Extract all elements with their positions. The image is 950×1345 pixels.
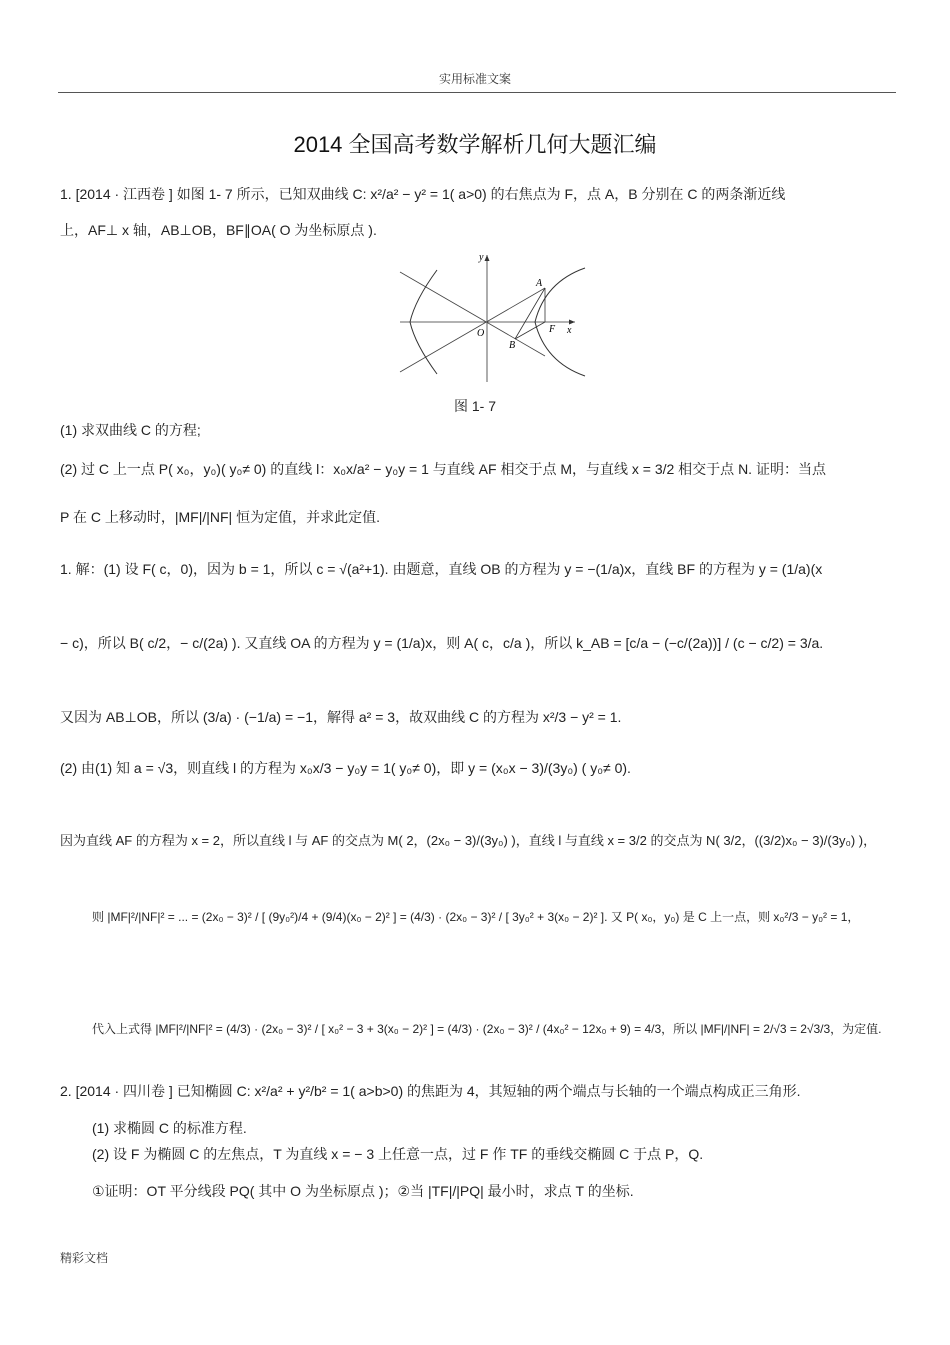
text-line-q2-2: (2) 设 F 为椭圆 C 的左焦点，T 为直线 x = − 3 上任意一点，过 F 作 TF 的垂线交椭圆 C 于点 P，Q. [92,1146,704,1162]
text-line-q2-1: (1) 求椭圆 C 的标准方程. [92,1120,247,1136]
document-title: 2014 全国高考数学解析几何大题汇编 [293,132,657,157]
asymptote-2 [400,288,545,372]
text-line-p1-line2: 上，AF⊥ x 轴，AB⊥OB，BF∥OA( O 为坐标原点 ). [60,222,377,238]
text-line-s1-7: 代入上式得 |MF|²/|NF|² = (4/3) · (2x₀ − 3)² / [ x₀² − 3 + 3(x₀ − 2)² ] = (4/3) · (2x₀ − 3)² / (4x₀² − 12x₀ + 9) = 4/3，所以 |MF|/|NF| = 2/√3 = 2√3/3，为定值. [92,1022,882,1036]
text-line-s1-3: 又因为 AB⊥OB，所以 (3/a) · (−1/a) = −1，解得 a² = 3，故双曲线 C 的方程为 x²/3 − y² = 1. [60,709,622,725]
text-line-p2-line1: 2. [2014 · 四川卷 ] 已知椭圆 C: x²/a² + y²/b² = 1( a>b>0) 的焦距为 4，其短轴的两个端点与长轴的一个端点构成正三角形. [60,1083,801,1099]
y-axis-arrow [485,255,490,261]
label-o: O [477,328,485,339]
text-line-q1-2b: P 在 C 上移动时，|MF|/|NF| 恒为定值，并求此定值. [60,509,380,525]
text-line-q2-3: ①证明：OT 平分线段 PQ( 其中 O 为坐标原点 )；②当 |TF|/|PQ| 最小时，求点 T 的坐标. [92,1183,634,1199]
text-line-q1-2a: (2) 过 C 上一点 P( x₀，y₀)( y₀≠ 0) 的直线 l：x₀x/a² − y₀y = 1 与直线 AF 相交于点 M，与直线 x = 3/2 相交于点 N. 证明：当点 [60,461,826,477]
hyperbola-figure [395,250,595,385]
text-line-s1-2: − c)，所以 B( c/2，− c/(2a) ). 又直线 OA 的方程为 y = (1/a)x，则 A( c，c/a )，所以 k_AB = [c/a − (−c/(2a))] / (c − c/2) = 3/a. [60,635,824,651]
segment-ab [515,288,545,339]
text-line-s1-5: 因为直线 AF 的方程为 x = 2，所以直线 l 与 AF 的交点为 M( 2，(2x₀ − 3)/(3y₀) )，直线 l 与直线 x = 3/2 的交点为 N( 3/2，((3/2)x₀ − 3)/(3y₀) )， [60,833,877,848]
label-y: y [479,252,484,263]
label-b: B [509,340,516,351]
text-line-q1-1: (1) 求双曲线 C 的方程; [60,422,201,438]
text-line-s1-4: (2) 由(1) 知 a = √3，则直线 l 的方程为 x₀x/3 − y₀y = 1( y₀≠ 0)，即 y = (x₀x − 3)/(3y₀) ( y₀≠ 0). [60,760,631,776]
text-line-p1-line1: 1. [2014 · 江西卷 ] 如图 1- 7 所示，已知双曲线 C: x²/a² − y² = 1( a>0) 的右焦点为 F，点 A，B 分别在 C 的两条渐近线 [60,186,786,202]
x-axis-arrow [569,320,575,325]
figure-caption: 图 1- 7 [453,398,496,414]
label-a: A [536,278,543,289]
asymptote-1 [400,272,545,356]
text-line-s1-1: 1. 解：(1) 设 F( c，0)，因为 b = 1，所以 c = √(a²+1). 由题意，直线 OB 的方程为 y = −(1/a)x，直线 BF 的方程为 y = (1/a)(x [60,561,823,577]
page-header: 实用标准文案 [438,72,511,86]
text-line-s1-6: 则 |MF|²/|NF|² = ... = (2x₀ − 3)² / [ (9y₀²)/4 + (9/4)(x₀ − 2)² ] = (4/3) · (2x₀ − 3)² / [ 3y₀² + 3(x₀ − 2)² ]. 又 P( x₀，y₀) 是 C 上一点，则 x₀²/3 − y₀² = 1， [92,910,860,924]
label-f: F [549,324,556,335]
page-footer: 精彩文档 [60,1251,109,1265]
label-x: x [567,325,572,336]
header-divider [58,92,896,93]
